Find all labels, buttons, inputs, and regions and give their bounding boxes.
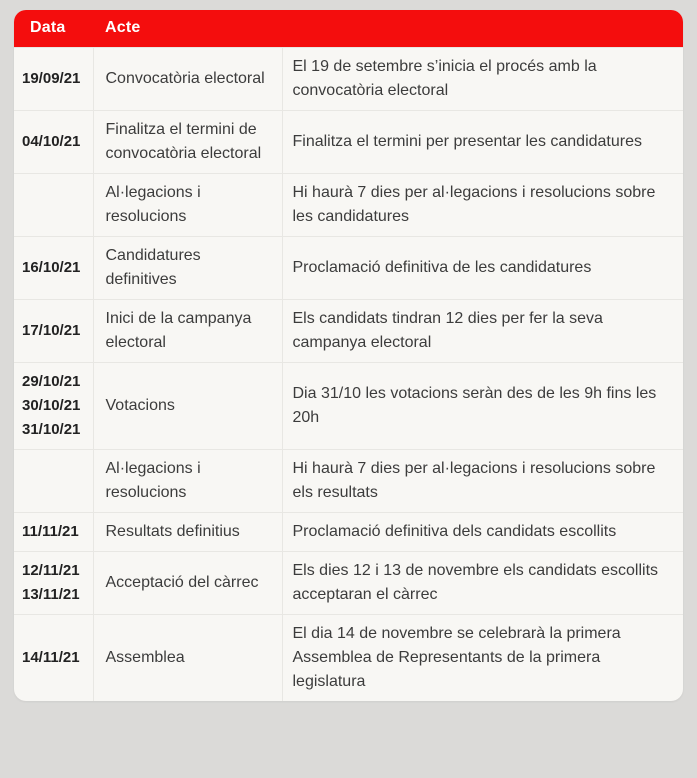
cell-descripcio: Finalitza el termini per presentar les candidatures: [282, 110, 683, 173]
table-row: [14, 512, 683, 551]
date-line: 11/11/21: [22, 522, 79, 540]
cell-acte: Assemblea: [93, 614, 282, 701]
cell-data: [14, 362, 93, 449]
date-line: 04/10/21: [22, 132, 81, 150]
cell-descripcio: Dia 31/10 les votacions seràn des de les 9h fins les 20h: [282, 362, 683, 449]
table-row: [14, 299, 683, 362]
cell-data: [14, 47, 93, 110]
cell-descripcio: Proclamació definitiva dels candidats escollits: [282, 512, 683, 551]
cell-acte: Candidatures definitives: [93, 236, 282, 299]
table-row: [14, 173, 683, 236]
cell-data: [14, 449, 93, 512]
cell-descripcio: El dia 14 de novembre se celebrarà la primera Assemblea de Representants de la primera legislatura: [282, 614, 683, 701]
electoral-calendar-table: [14, 10, 683, 701]
table-row: [14, 110, 683, 173]
cell-acte: Finalitza el termini de convocatòria electoral: [93, 110, 282, 173]
cell-data: [14, 236, 93, 299]
table-row: [14, 614, 683, 701]
cell-data: [14, 110, 93, 173]
cell-acte: Convocatòria electoral: [93, 47, 282, 110]
table-header: [14, 10, 683, 47]
cell-data: [14, 551, 93, 614]
column-header-data: Data: [14, 10, 93, 47]
cell-data: [14, 299, 93, 362]
cell-acte: Al·legacions i resolucions: [93, 449, 282, 512]
table-row: [14, 362, 683, 449]
date-line: 30/10/21: [22, 396, 81, 414]
cell-data: [14, 614, 93, 701]
cell-descripcio: Hi haurà 7 dies per al·legacions i resolucions sobre les candidatures: [282, 173, 683, 236]
date-line: 16/10/21: [22, 258, 81, 276]
date-line: 13/11/21: [22, 585, 80, 603]
cell-acte: Resultats definitius: [93, 512, 282, 551]
cell-acte: Inici de la campanya electoral: [93, 299, 282, 362]
cell-data: [14, 512, 93, 551]
date-line: 31/10/21: [22, 420, 81, 438]
cell-descripcio: El 19 de setembre s’inicia el procés amb la convocatòria electoral: [282, 47, 683, 110]
table-body: [14, 47, 683, 701]
cell-acte: Votacions: [93, 362, 282, 449]
column-header-acte: Acte: [93, 10, 282, 47]
date-line: 29/10/21: [22, 372, 81, 390]
cell-data: [14, 173, 93, 236]
date-line: 17/10/21: [22, 321, 81, 339]
date-line: 12/11/21: [22, 561, 80, 579]
cell-descripcio: Els candidats tindran 12 dies per fer la seva campanya electoral: [282, 299, 683, 362]
table-row: [14, 449, 683, 512]
cell-acte: Acceptació del càrrec: [93, 551, 282, 614]
cell-descripcio: Hi haurà 7 dies per al·legacions i resolucions sobre els resultats: [282, 449, 683, 512]
electoral-calendar-card: [14, 10, 683, 701]
table-row: [14, 236, 683, 299]
table-header-row: [14, 10, 683, 47]
cell-acte: Al·legacions i resolucions: [93, 173, 282, 236]
cell-descripcio: Proclamació definitiva de les candidatures: [282, 236, 683, 299]
cell-descripcio: Els dies 12 i 13 de novembre els candidats escollits acceptaran el càrrec: [282, 551, 683, 614]
table-row: [14, 551, 683, 614]
date-line: 14/11/21: [22, 648, 80, 666]
table-row: [14, 47, 683, 110]
column-header-descripcio: [282, 10, 683, 47]
date-line: 19/09/21: [22, 69, 81, 87]
